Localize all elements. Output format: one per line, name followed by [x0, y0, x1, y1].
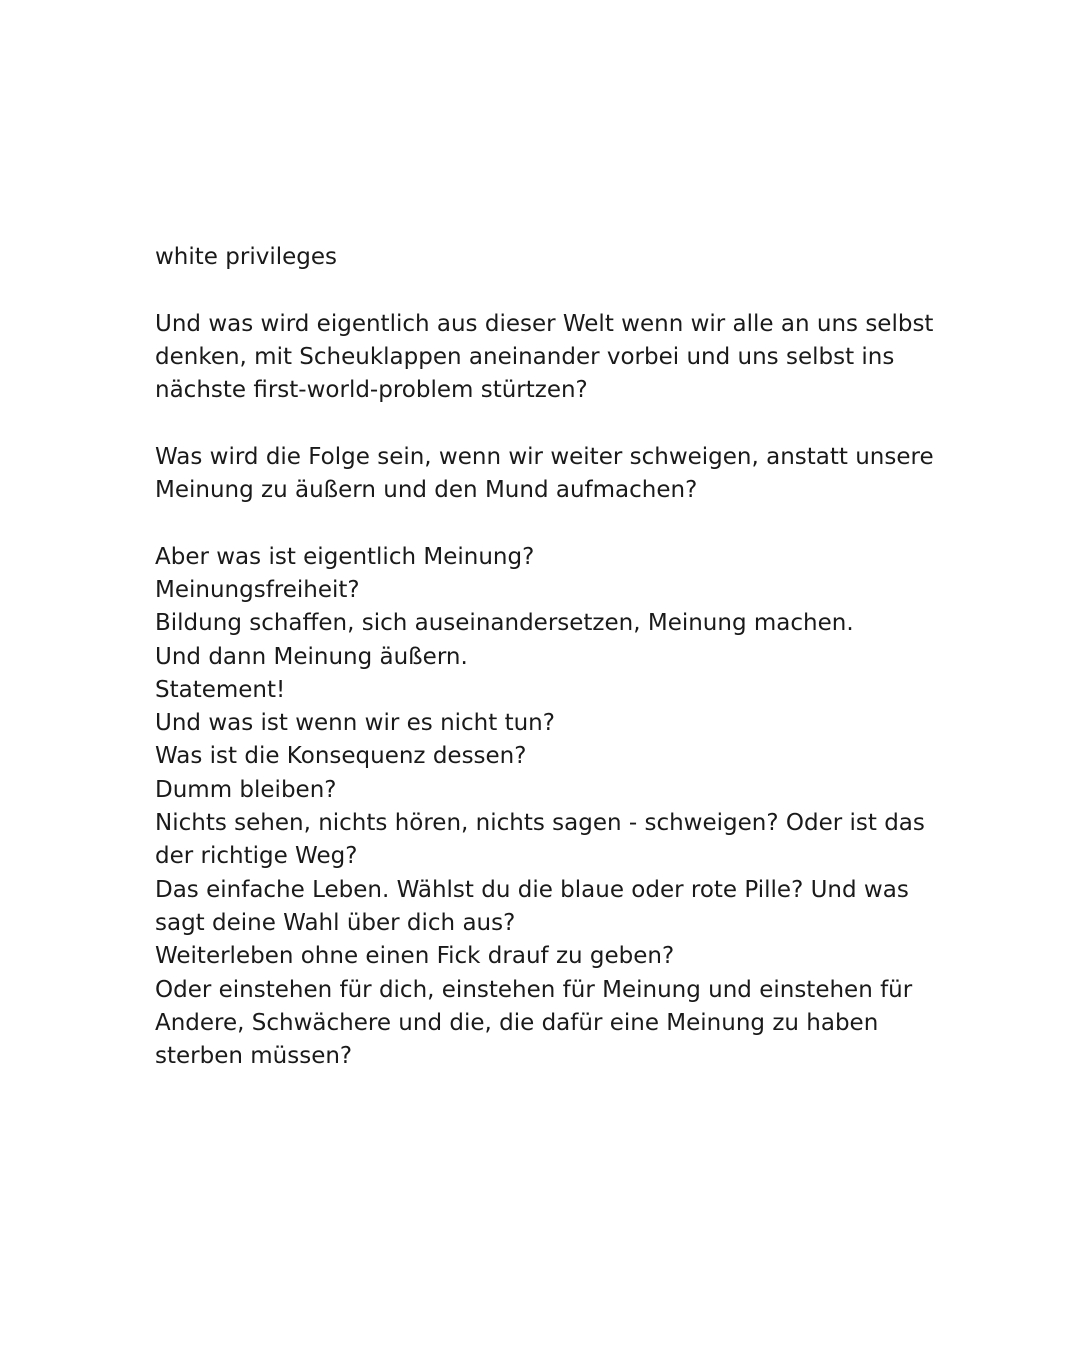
poem-line: Das einfache Leben. Wählst du die blaue oder rote Pille? Und was — [155, 876, 909, 903]
poem-line: Aber was ist eigentlich Meinung? — [155, 543, 535, 570]
poem-text-block — [155, 241, 945, 1073]
poem-line: sterben müssen? — [155, 1043, 353, 1070]
poem-title: white privileges — [155, 244, 337, 270]
poem-line: Dumm bleiben? — [155, 776, 337, 803]
stanza-gap — [155, 407, 945, 440]
poem-line: Was wird die Folge sein, wenn wir weiter schweigen, anstatt unsere — [155, 443, 934, 470]
stanza-gap — [155, 274, 945, 307]
poem-line: Weiterleben ohne einen Fick drauf zu geben? — [155, 943, 675, 970]
poem-line: Was ist die Konsequenz dessen? — [155, 743, 527, 770]
poem-line: denken, mit Scheuklappen aneinander vorbei und uns selbst ins — [155, 343, 895, 370]
poem-line: Statement! — [155, 676, 286, 703]
poem-line: Nichts sehen, nichts hören, nichts sagen - schweigen? Oder ist das — [155, 810, 925, 837]
poem-line: Meinungsfreiheit? — [155, 576, 360, 603]
poem-line: Oder einstehen für dich, einstehen für Meinung und einstehen für — [155, 976, 913, 1003]
poem-line: Und was ist wenn wir es nicht tun? — [155, 710, 555, 737]
poem-line: Andere, Schwächere und die, die dafür eine Meinung zu haben — [155, 1009, 879, 1036]
poem-line: Und dann Meinung äußern. — [155, 643, 468, 670]
poem-line: Meinung zu äußern und den Mund aufmachen? — [155, 477, 698, 504]
poem-line: der richtige Weg? — [155, 843, 358, 870]
poem-line: sagt deine Wahl über dich aus? — [155, 909, 516, 936]
poem-line: Bildung schaffen, sich auseinandersetzen, Meinung machen. — [155, 610, 854, 637]
poem-line: Und was wird eigentlich aus dieser Welt wenn wir alle an uns selbst — [155, 310, 934, 337]
poem-line: nächste first-world-problem stürtzen? — [155, 377, 588, 404]
stanza-gap — [155, 507, 945, 540]
